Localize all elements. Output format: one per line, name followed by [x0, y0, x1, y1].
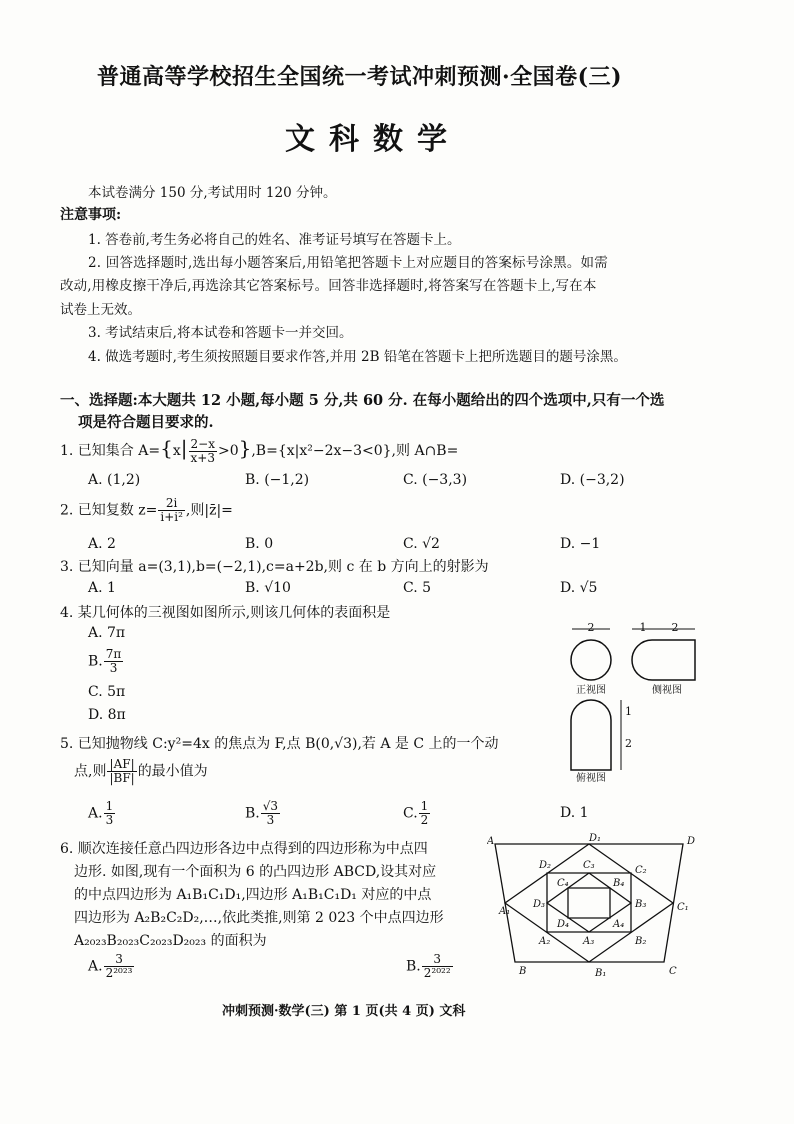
vertex-label: B₄: [613, 878, 625, 889]
notice-item: 改动,用橡皮擦干净后,再选涂其它答案标号。回答非选择题时,将答案写在答题卡上,写在本: [60, 278, 597, 294]
vertex-label: B₃: [635, 899, 647, 910]
vertex-label: A₂: [539, 936, 551, 947]
frac-den: 2²⁰²²: [423, 966, 451, 980]
q5-prefix: 点,则: [74, 763, 107, 780]
option: A. 1: [88, 580, 116, 596]
q5-frac-num: |AF|: [107, 758, 136, 772]
q2-frac-num: 2i: [158, 497, 185, 511]
notice-item: 试卷上无效。: [60, 302, 141, 318]
option: [406, 953, 454, 980]
option: C. √2: [403, 536, 440, 552]
q1-set-var: x: [172, 443, 181, 459]
option: [88, 953, 135, 980]
notice-heading: 注意事项:: [60, 207, 122, 223]
frac-den: 2: [420, 813, 429, 827]
option-label: C.: [403, 805, 418, 822]
option: C. 5: [403, 580, 432, 596]
option: D. 1: [560, 805, 589, 821]
side-dim-label: 2: [671, 621, 679, 634]
option: [245, 800, 281, 827]
question-4: 4. 某几何体的三视图如图所示,则该几何体的表面积是: [60, 605, 391, 621]
front-view-label: 正视图: [576, 685, 606, 696]
question-5: 5. 已知抛物线 C:y²=4x 的焦点为 F,点 B(0,√3),若 A 是 C 上的一个动: [60, 736, 499, 752]
side-view-label: 侧视图: [652, 685, 682, 696]
frac-den: 3: [266, 813, 275, 827]
vertex-label: C₂: [635, 865, 647, 876]
quadrilateral-a4b4c4d4: [568, 888, 610, 918]
side-view-shape: [632, 640, 695, 680]
exam-title: 普通高等学校招生全国统一考试冲刺预测·全国卷(三): [97, 64, 622, 90]
notice-item: 1. 答卷前,考生务必将自己的姓名、准考证号填写在答题卡上。: [88, 232, 461, 248]
frac-num: √3: [262, 799, 279, 813]
front-dim-label: 2: [587, 621, 595, 634]
midpoint-quadrilateral-figure: [487, 830, 712, 980]
option-label: B.: [245, 805, 260, 822]
frac-den: 2²⁰²³: [105, 966, 133, 980]
top-dim-label: 1: [625, 705, 632, 718]
option: D. √5: [560, 580, 598, 596]
vertex-label: D₄: [557, 919, 570, 930]
frac-num: 1: [105, 799, 114, 813]
q2-rest: ,则|z̄|=: [185, 502, 233, 519]
three-views-figure: [555, 615, 705, 785]
question-6-cont: 的中点四边形为 A₁B₁C₁D₁,四边形 A₁B₁C₁D₁ 对应的中点: [74, 887, 432, 903]
q2-prefix: 2. 已知复数 z=: [60, 502, 158, 519]
notice-item: 4. 做选考题时,考生须按照题目要求作答,并用 2B 铅笔在答题卡上把所选题目的题号涂黑。: [88, 349, 627, 365]
question-1: 1. 已知集合 A={x| $\frac{2-x}{x+3}$ >0},B={x|x²−2x−3<0},则 A∩B=: [60, 436, 459, 465]
notice-item: 3. 考试结束后,将本试卷和答题卡一并交回。: [88, 325, 353, 341]
q5-frac-den: |BF|: [109, 771, 135, 785]
frac-num: 3: [104, 953, 135, 967]
question-6-cont: 边形. 如图,现有一个面积为 6 的凸四边形 ABCD,设其对应: [74, 864, 437, 880]
q4-b-den: 3: [109, 661, 118, 675]
vertex-label: D₁: [589, 833, 602, 844]
vertex-label: A₄: [613, 919, 625, 930]
vertex-label: C₁: [677, 902, 689, 913]
option: D. −1: [560, 536, 601, 552]
q1-frac-den: x+3: [190, 450, 215, 465]
option: B. √10: [245, 580, 291, 596]
question-6-cont: A₂₀₂₃B₂₀₂₃C₂₀₂₃D₂₀₂₃ 的面积为: [74, 933, 267, 949]
top-dim-label: 2: [625, 737, 632, 750]
vertex-label: C: [669, 966, 677, 977]
intro-text: 本试卷满分 150 分,考试用时 120 分钟。: [88, 185, 337, 201]
vertex-label: D₃: [533, 899, 546, 910]
question-6-cont: 四边形为 A₂B₂C₂D₂,…,依此类推,则第 2 023 个中点四边形: [74, 910, 444, 926]
q1-prefix: 1. 已知集合 A=: [60, 443, 161, 459]
option: [88, 648, 124, 675]
question-6: 6. 顺次连接任意凸四边形各边中点得到的四边形称为中点四: [60, 841, 428, 857]
option: C. 5π: [88, 684, 126, 700]
option: D. 8π: [88, 707, 126, 723]
frac-den: 3: [105, 813, 114, 827]
front-view-circle: [571, 640, 611, 680]
notice-item: 2. 回答选择题时,选出每小题答案后,用铅笔把答题卡上对应题目的答案标号涂黑。如需: [88, 255, 608, 271]
option: [403, 800, 431, 827]
option-label: A.: [88, 805, 103, 822]
q1-set-cond: >0: [217, 443, 239, 459]
option: D. (−3,2): [560, 472, 625, 488]
vertex-label: D₂: [539, 860, 552, 871]
section-heading: 项是符合题目要求的.: [78, 414, 214, 431]
option: A. (1,2): [88, 472, 141, 488]
side-dim-label: 1: [639, 621, 647, 634]
option-label: B.: [88, 653, 103, 670]
vertex-label: A₁: [499, 906, 511, 917]
option-label: B.: [406, 958, 421, 975]
option: C. (−3,3): [403, 472, 468, 488]
question-2: [60, 497, 233, 524]
top-view-label: 俯视图: [576, 773, 606, 784]
q2-frac-den: i+i²: [160, 510, 183, 524]
vertex-label: B₁: [595, 968, 607, 979]
top-view-shape: [571, 700, 611, 770]
page-footer: 冲刺预测·数学(三) 第 1 页(共 4 页) 文科: [222, 1004, 466, 1019]
q1-frac-num: 2−x: [190, 436, 215, 451]
vertex-label: A₃: [583, 936, 595, 947]
vertex-label: B₂: [635, 936, 647, 947]
question-5-cont: [74, 758, 208, 785]
vertex-label: D: [687, 836, 696, 847]
option: B. (−1,2): [245, 472, 310, 488]
option-label: A.: [88, 958, 103, 975]
frac-num: 1: [420, 799, 429, 813]
option: B. 0: [245, 536, 274, 552]
frac-num: 3: [422, 953, 453, 967]
option: A. 7π: [88, 625, 126, 641]
q5-rest: 的最小值为: [137, 763, 208, 780]
vertex-label: A: [487, 836, 495, 847]
vertex-label: B: [519, 966, 527, 977]
section-heading: 一、选择题:本大题共 12 小题,每小题 5 分,共 60 分. 在每小题给出的四个选项中,只有一个选: [60, 392, 665, 409]
subject-title: 文科数学: [285, 122, 461, 157]
vertex-label: C₃: [583, 860, 595, 871]
option: [88, 800, 116, 827]
q4-b-num: 7π: [105, 647, 122, 661]
vertex-label: C₄: [557, 878, 569, 889]
question-3: 3. 已知向量 a=(3,1),b=(−2,1),c=a+2b,则 c 在 b 方向上的射影为: [60, 559, 489, 575]
q1-rest: ,B={x|x²−2x−3<0},则 A∩B=: [251, 443, 459, 459]
option: A. 2: [88, 536, 116, 552]
